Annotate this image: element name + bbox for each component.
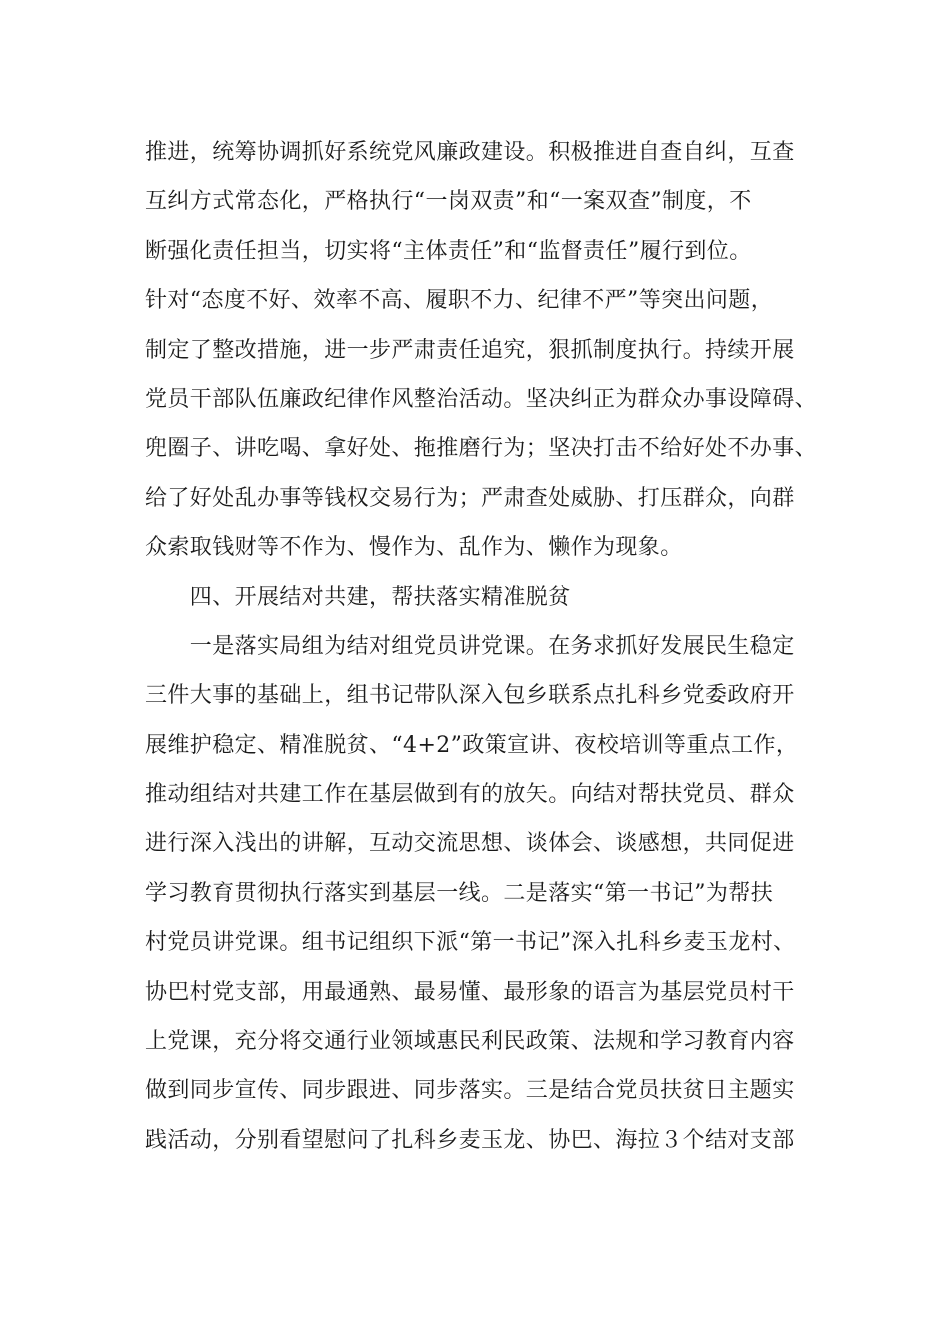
- text-line: 三件大事的基础上，组书记带队深入包乡联系点扎科乡党委政府开: [145, 683, 795, 709]
- text-line: 制定了整改措施，进一步严肃责任追究，狠抓制度执行。持续开展: [145, 337, 795, 363]
- text-line: 断强化责任担当，切实将“主体责任”和“监督责任”履行到位。: [145, 238, 752, 264]
- text-line: 一是落实局组为结对组党员讲党课。在务求抓好发展民生稳定: [145, 633, 795, 659]
- text-line: 针对“态度不好、效率不高、履职不力、纪律不严”等突出问题，: [145, 288, 774, 314]
- text-line: 村党员讲党课。组书记组织下派“第一书记”深入扎科乡麦玉龙村、: [145, 930, 796, 956]
- text-line: 进行深入浅出的讲解，互动交流思想、谈体会、谈感想，共同促进: [145, 831, 795, 857]
- document-body: [145, 128, 820, 1165]
- text-line: 学习教育贯彻执行落实到基层一线。二是落实“第一书记”为帮扶: [145, 880, 774, 906]
- text-line: 党员干部队伍廉政纪律作风整治活动。坚决纠正为群众办事设障碍、: [145, 386, 818, 412]
- text-line: 推动组结对共建工作在基层做到有的放矢。向结对帮扶党员、群众: [145, 782, 795, 808]
- text-line: 互纠方式常态化，严格执行“一岗双责”和“一案双查”制度，不: [145, 189, 752, 215]
- text-line: 协巴村党支部，用最通熟、最易懂、最形象的语言为基层党员村干: [145, 979, 795, 1005]
- section-heading: 四、开展结对共建，帮扶落实精准脱贫: [145, 584, 571, 610]
- text-line: 展维护稳定、精准脱贫、“4+2”政策宣讲、夜校培训等重点工作，: [145, 732, 799, 758]
- text-line: 推进，统筹协调抓好系统党风廉政建设。积极推进自查自纠，互查: [145, 140, 795, 165]
- text-line: 践活动，分别看望慰问了扎科乡麦玉龙、协巴、海拉３个结对支部: [145, 1127, 795, 1153]
- text-line: 做到同步宣传、同步跟进、同步落实。三是结合党员扶贫日主题实: [145, 1078, 795, 1104]
- text-line: 上党课，充分将交通行业领域惠民利民政策、法规和学习教育内容: [145, 1029, 795, 1055]
- text-line: 众索取钱财等不作为、慢作为、乱作为、懒作为现象。: [145, 535, 683, 561]
- text-line: 给了好处乱办事等钱权交易行为；严肃查处威胁、打压群众，向群: [145, 485, 795, 511]
- text-line: 兜圈子、讲吃喝、拿好处、拖推磨行为；坚决打击不给好处不办事、: [145, 436, 818, 462]
